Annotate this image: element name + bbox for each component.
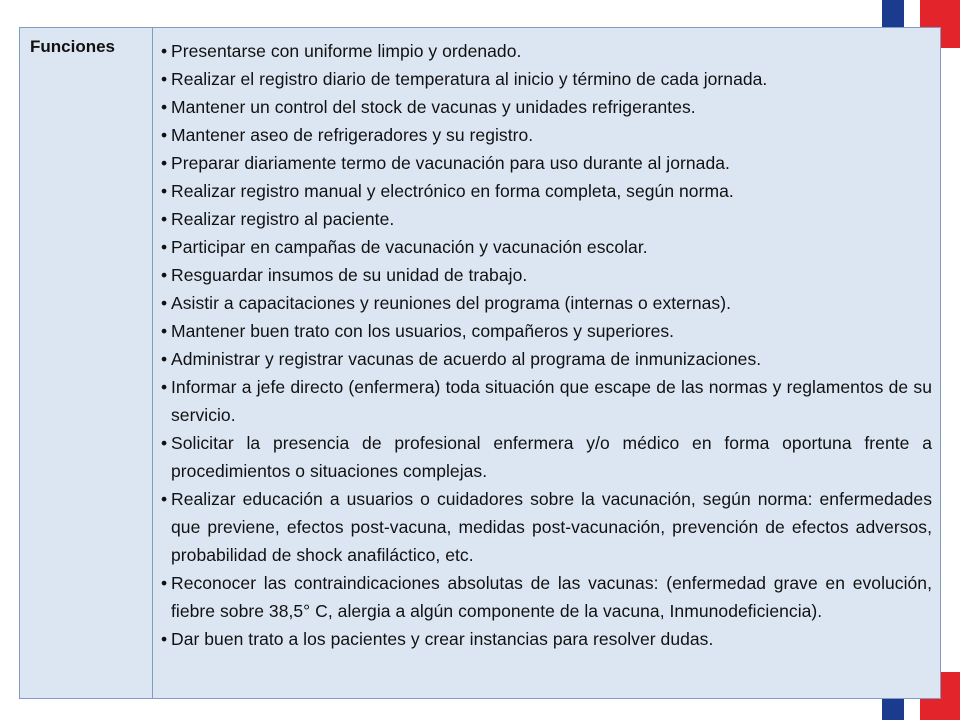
list-item: • Reconocer las contraindicaciones absolutas de las vacunas: (enfermedad grave en evolución, fiebre sobre 38,5° C, alergia a algún componente de la vacuna, Inmunodeficiencia). — [161, 569, 932, 625]
list-item: • Participar en campañas de vacunación y vacunación escolar. — [161, 233, 932, 261]
row-label: Funciones — [30, 37, 116, 56]
list-item: • Realizar el registro diario de temperatura al inicio y término de cada jornada. — [161, 65, 932, 93]
list-item: • Informar a jefe directo (enfermera) toda situación que escape de las normas y reglamentos de su servicio. — [161, 373, 932, 429]
functions-list-cell — [153, 28, 941, 699]
list-item: • Dar buen trato a los pacientes y crear instancias para resolver dudas. — [161, 625, 932, 653]
list-item: • Presentarse con uniforme limpio y ordenado. — [161, 37, 932, 65]
list-item: • Asistir a capacitaciones y reuniones del programa (internas o externas). — [161, 289, 932, 317]
list-item: • Administrar y registrar vacunas de acuerdo al programa de inmunizaciones. — [161, 345, 932, 373]
list-item: • Mantener aseo de refrigeradores y su registro. — [161, 121, 932, 149]
list-item: • Realizar educación a usuarios o cuidadores sobre la vacunación, según norma: enfermedades que previene, efectos post-vacuna, medidas post-vacunación, prevención de efectos adversos, probabilidad de shock anafiláctico, etc. — [161, 485, 932, 569]
list-item: • Realizar registro manual y electrónico en forma completa, según norma. — [161, 177, 932, 205]
list-item: • Mantener un control del stock de vacunas y unidades refrigerantes. — [161, 93, 932, 121]
table-row — [20, 28, 941, 699]
list-item: • Mantener buen trato con los usuarios, compañeros y superiores. — [161, 317, 932, 345]
list-item: • Solicitar la presencia de profesional enfermera y/o médico en forma oportuna frente a procedimientos o situaciones complejas. — [161, 429, 932, 485]
list-item: • Preparar diariamente termo de vacunación para uso durante al jornada. — [161, 149, 932, 177]
functions-list — [161, 37, 932, 653]
functions-table — [19, 27, 941, 699]
list-item: • Resguardar insumos de su unidad de trabajo. — [161, 261, 932, 289]
row-label-cell — [20, 28, 153, 699]
list-item: • Realizar registro al paciente. — [161, 205, 932, 233]
